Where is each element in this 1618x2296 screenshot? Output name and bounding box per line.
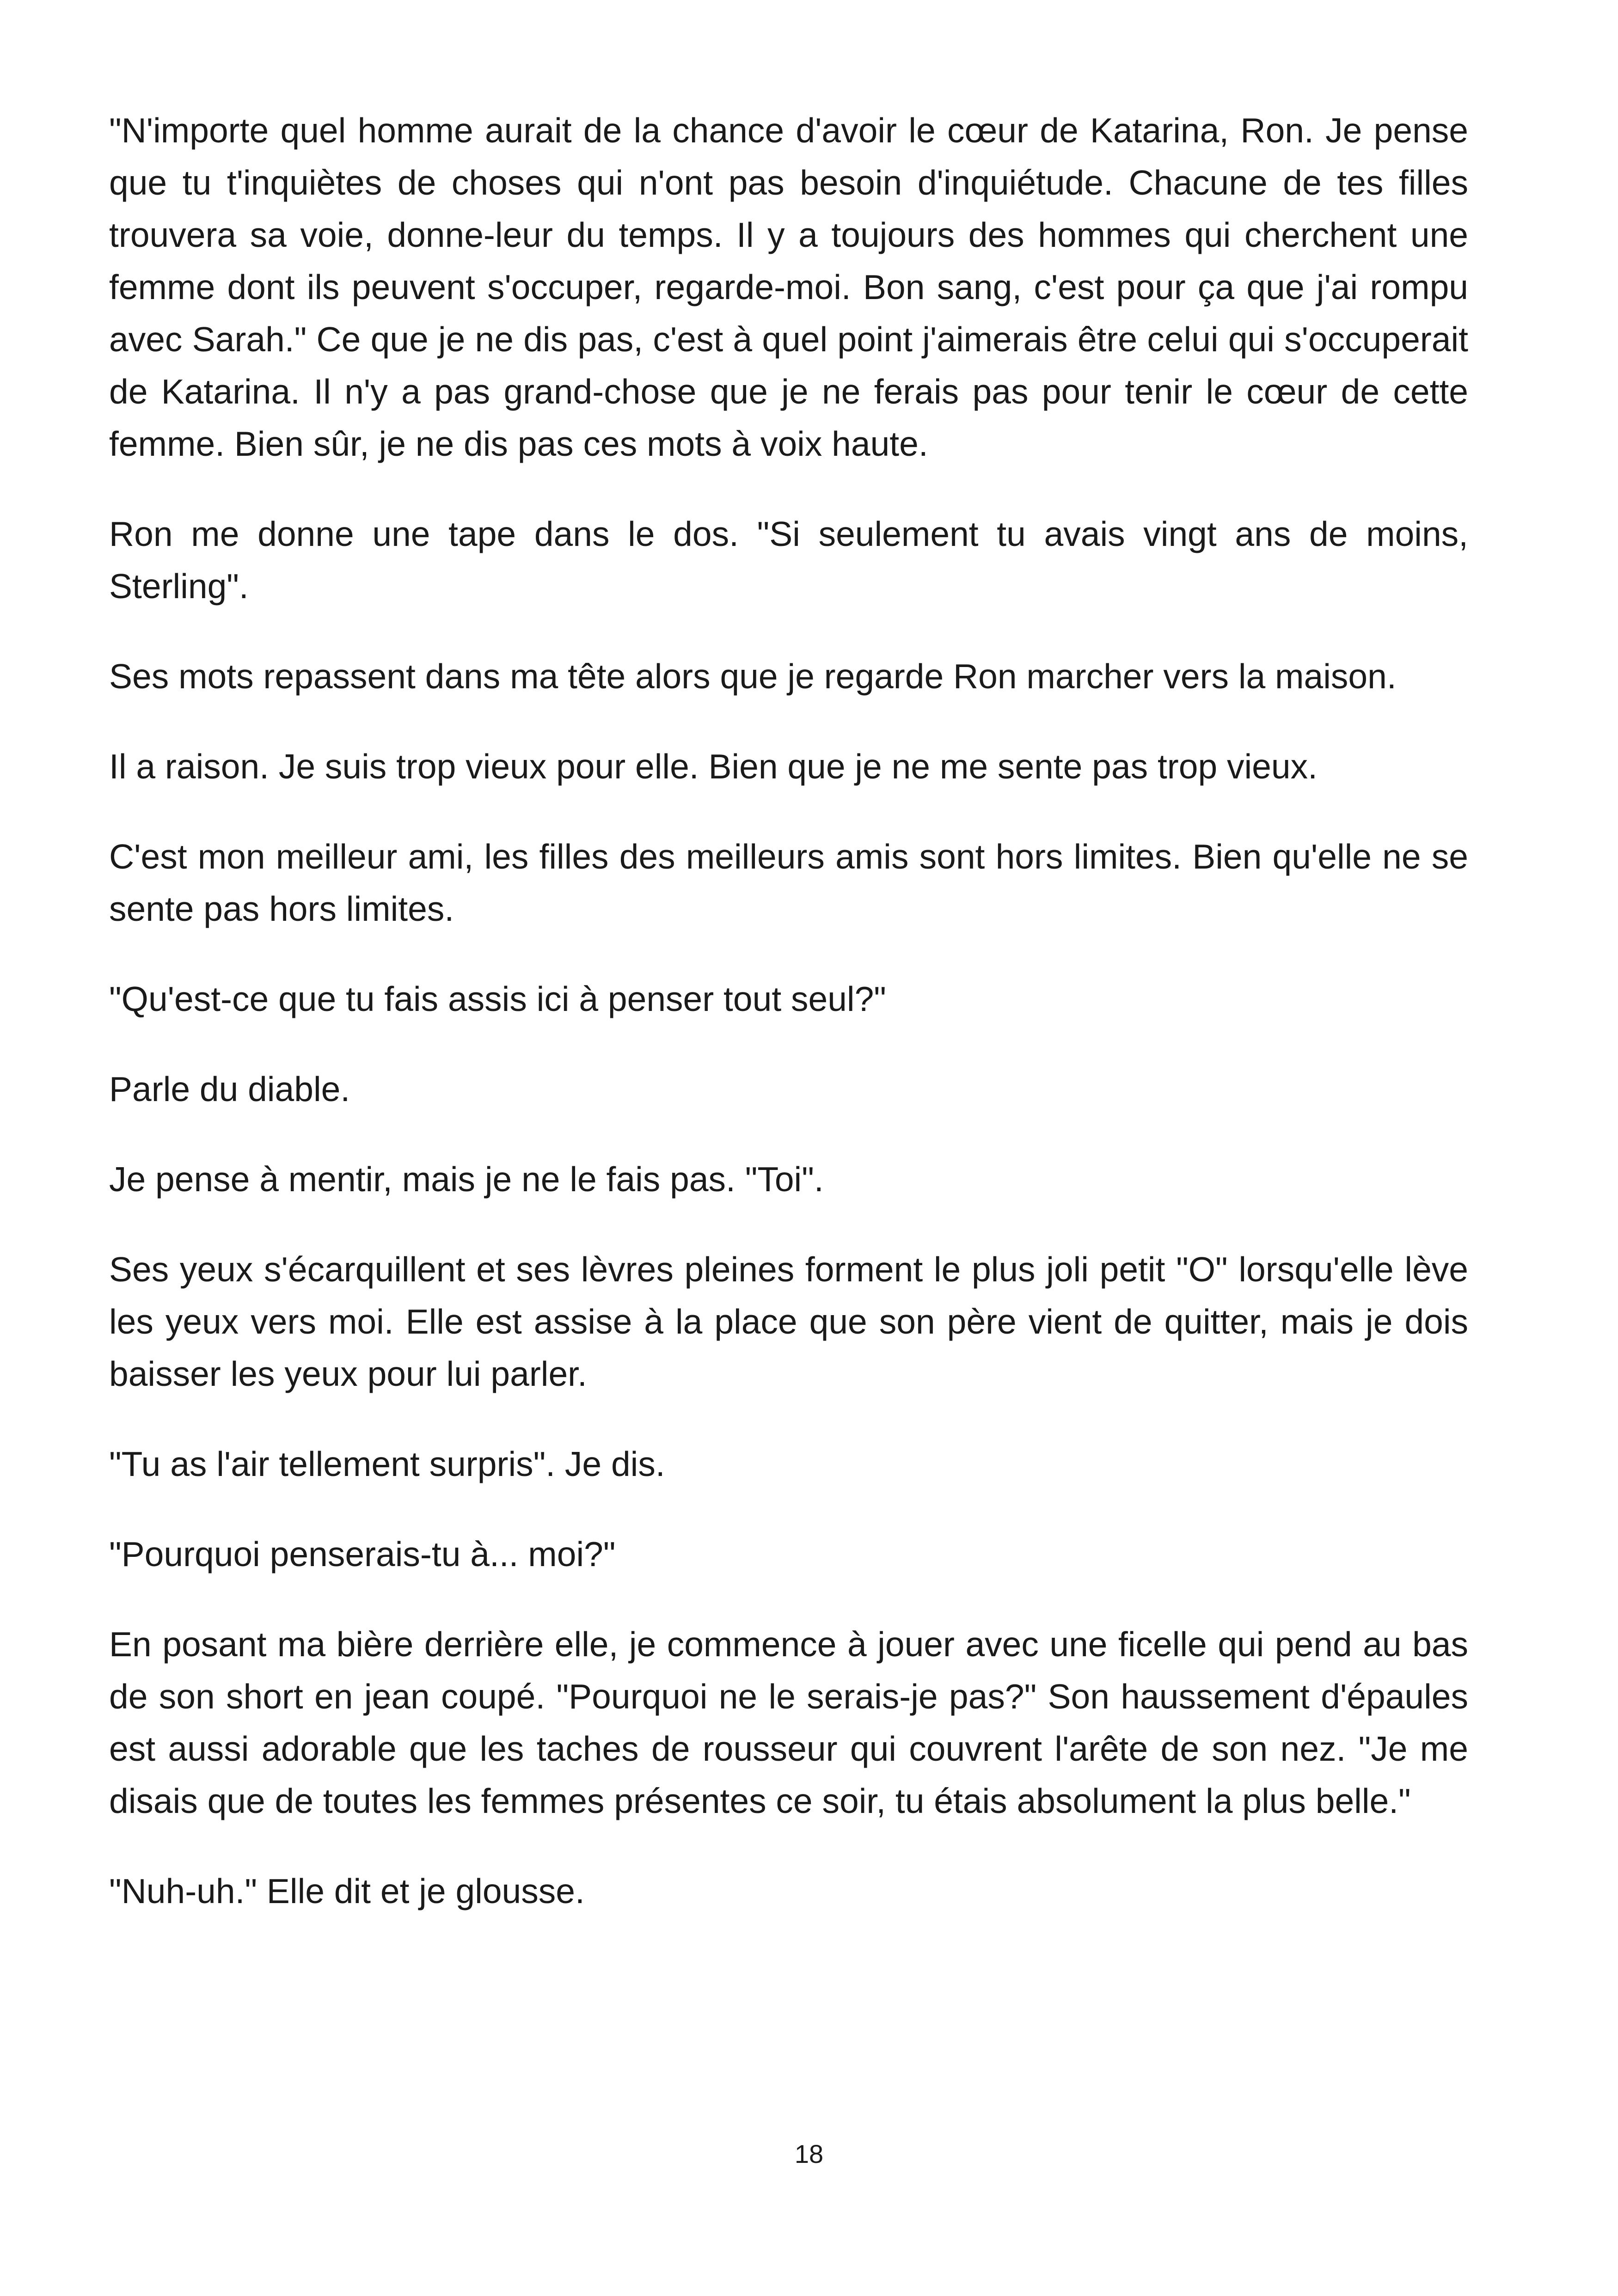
paragraph: "Pourquoi penserais-tu à... moi?"	[109, 1535, 616, 1574]
paragraph: Ses yeux s'écarquillent et ses lèvres pleines forment le plus joli petit "O" lorsqu'elle lève les yeux vers moi. Elle est assise à la place que son père vient de quitter, mais je dois baisser les yeux pour lui parler.	[109, 1250, 1468, 1393]
paragraph: Je pense à mentir, mais je ne le fais pas. "Toi".	[109, 1160, 824, 1199]
paragraph: C'est mon meilleur ami, les filles des meilleurs amis sont hors limites. Bien qu'elle ne se sente pas hors limites.	[109, 837, 1468, 928]
paragraph: Ron me donne une tape dans le dos. "Si seulement tu avais vingt ans de moins, Sterling".	[109, 514, 1468, 606]
paragraph: En posant ma bière derrière elle, je commence à jouer avec une ficelle qui pend au bas de son short en jean coupé. "Pourquoi ne le serais-je pas?" Son haussement d'épaules est aussi adorable que les taches de rousseur qui couvrent l'arête de son nez. "Je me disais que de toutes les femmes présentes ce soir, tu étais absolument la plus belle."	[109, 1625, 1468, 1820]
paragraph: Il a raison. Je suis trop vieux pour elle. Bien que je ne me sente pas trop vieux.	[109, 747, 1318, 786]
paragraph: "Nuh-uh." Elle dit et je glousse.	[109, 1872, 585, 1910]
paragraph: Ses mots repassent dans ma tête alors que je regarde Ron marcher vers la maison.	[109, 657, 1397, 696]
paragraph: "Tu as l'air tellement surpris". Je dis.	[109, 1445, 665, 1483]
paragraph: "Qu'est-ce que tu fais assis ici à penser tout seul?"	[109, 980, 886, 1018]
body-text	[109, 104, 1468, 1917]
page-number: 18	[794, 2139, 824, 2168]
paragraph: Parle du diable.	[109, 1070, 350, 1108]
paragraph: "N'importe quel homme aurait de la chance d'avoir le cœur de Katarina, Ron. Je pense que tu t'inquiètes de choses qui n'ont pas besoin d'inquiétude. Chacune de tes filles trouvera sa voie, donne-leur du temps. Il y a toujours des hommes qui cherchent une femme dont ils peuvent s'occuper, regarde-moi. Bon sang, c'est pour ça que j'ai rompu avec Sarah." Ce que je ne dis pas, c'est à quel point j'aimerais être celui qui s'occuperait de Katarina. Il n'y a pas grand-chose que je ne ferais pas pour tenir le cœur de cette femme. Bien sûr, je ne dis pas ces mots à voix haute.	[109, 111, 1468, 463]
